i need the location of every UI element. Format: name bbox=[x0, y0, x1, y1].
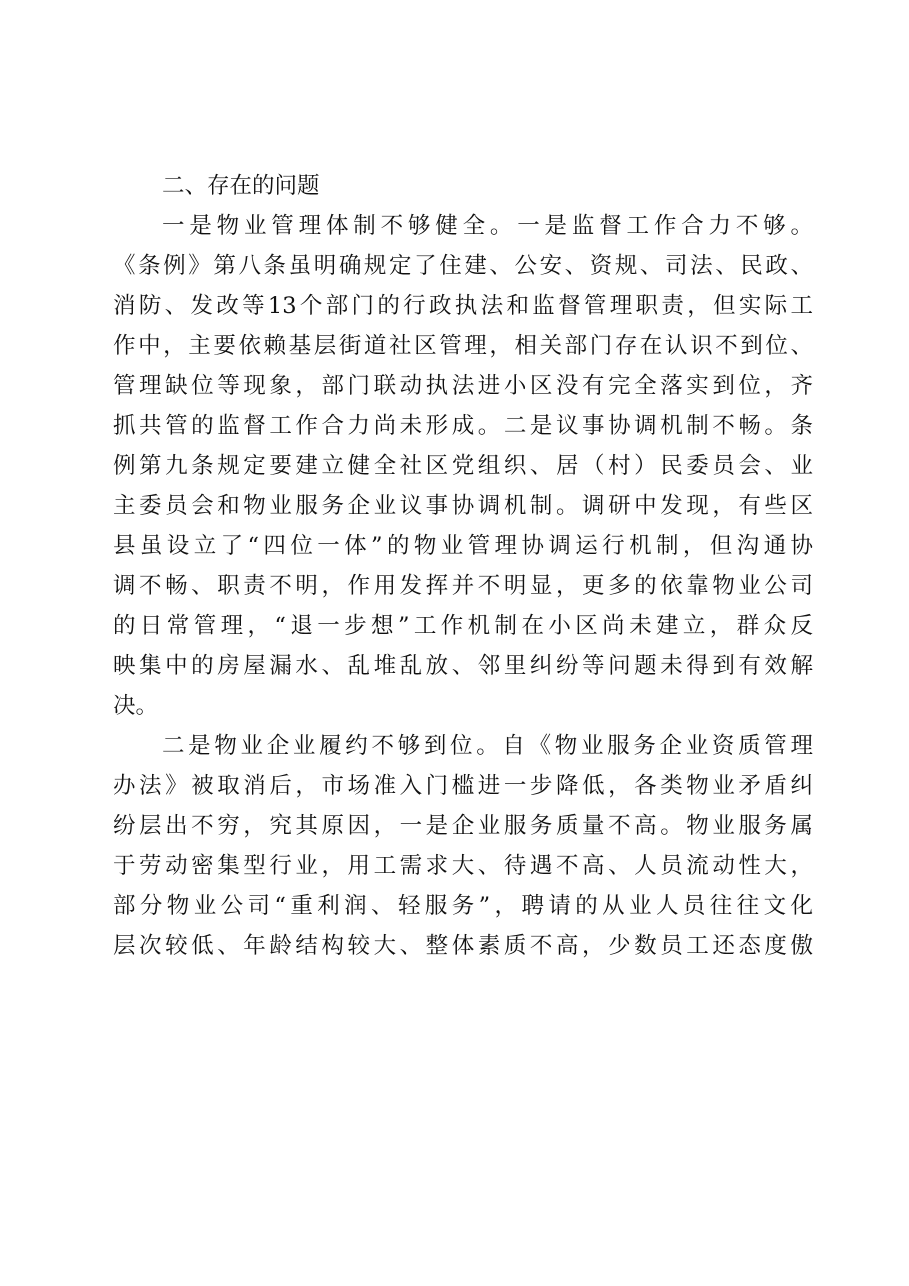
document-body bbox=[113, 166, 813, 966]
paragraph-line: 县虽设立了“四位一体”的物业管理协调运行机制，但沟通协 bbox=[113, 533, 813, 559]
paragraph-line: 抓共管的监督工作合力尚未形成。二是议事协调机制不畅。条 bbox=[113, 413, 813, 439]
section-heading: 二、存在的问题 bbox=[162, 173, 320, 199]
paragraph-line: 《条例》第八条虽明确规定了住建、公安、资规、司法、民政、 bbox=[113, 253, 813, 279]
paragraph-line: 消防、发改等13个部门的行政执法和监督管理职责，但实际工 bbox=[113, 293, 813, 319]
paragraph-line: 办法》被取消后，市场准入门槛进一步降低，各类物业矛盾纠 bbox=[113, 773, 813, 799]
paragraph-line: 于劳动密集型行业，用工需求大、待遇不高、人员流动性大， bbox=[113, 853, 813, 879]
paragraph-1 bbox=[113, 206, 813, 726]
paragraph-line: 二是物业企业履约不够到位。自《物业服务企业资质管理 bbox=[162, 733, 813, 759]
paragraph-line: 决。 bbox=[113, 693, 159, 719]
paragraph-line: 管理缺位等现象，部门联动执法进小区没有完全落实到位，齐 bbox=[113, 373, 813, 399]
paragraph-2 bbox=[113, 726, 813, 966]
paragraph-line: 作中，主要依赖基层街道社区管理，相关部门存在认识不到位、 bbox=[113, 333, 813, 359]
paragraph-line: 的日常管理，“退一步想”工作机制在小区尚未建立，群众反 bbox=[113, 613, 813, 639]
paragraph-line: 纷层出不穷，究其原因，一是企业服务质量不高。物业服务属 bbox=[113, 813, 813, 839]
paragraph-line: 层次较低、年龄结构较大、整体素质不高，少数员工还态度傲 bbox=[113, 933, 813, 959]
paragraph-line: 一是物业管理体制不够健全。一是监督工作合力不够。 bbox=[162, 213, 813, 239]
paragraph-line: 部分物业公司“重利润、轻服务”，聘请的从业人员往往文化 bbox=[113, 893, 813, 919]
paragraph-line: 调不畅、职责不明，作用发挥并不明显，更多的依靠物业公司 bbox=[113, 573, 813, 599]
paragraph-line: 例第九条规定要建立健全社区党组织、居（村）民委员会、业 bbox=[113, 453, 813, 479]
paragraph-line: 映集中的房屋漏水、乱堆乱放、邻里纠纷等问题未得到有效解 bbox=[113, 653, 813, 679]
paragraph-line: 主委员会和物业服务企业议事协调机制。调研中发现，有些区 bbox=[113, 493, 813, 519]
